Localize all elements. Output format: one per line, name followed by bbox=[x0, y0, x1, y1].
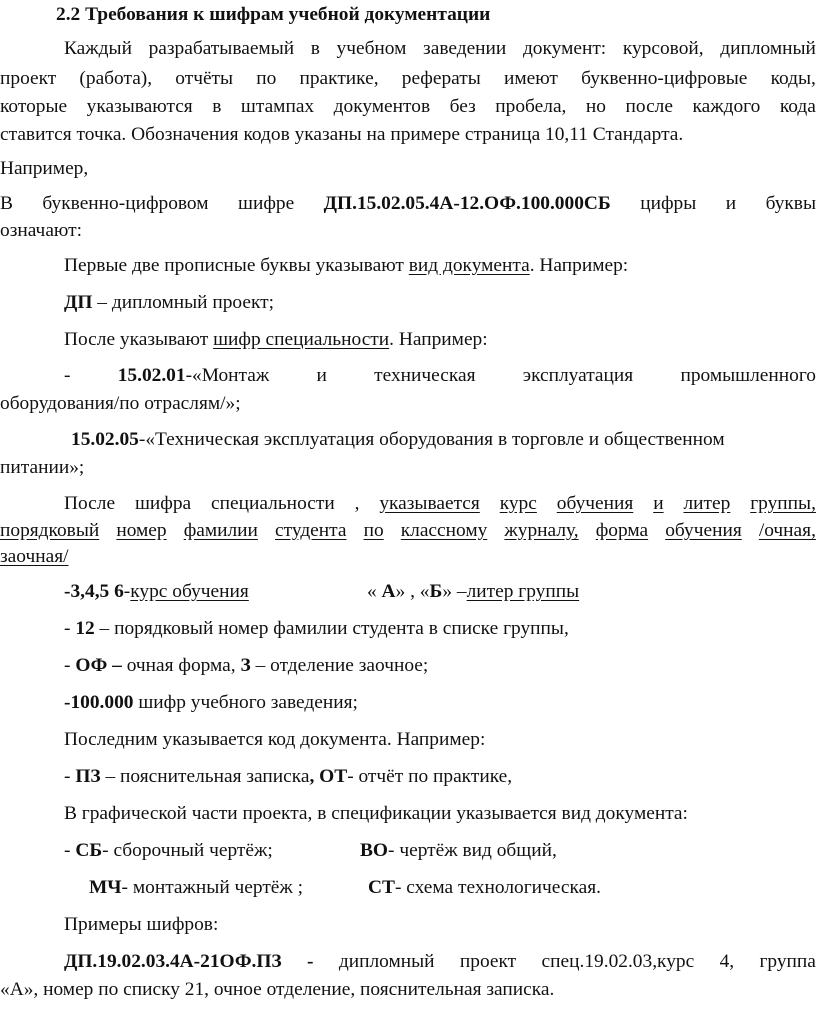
graphic-line: В графической части проекта, в спецификации указывается вид документа: bbox=[64, 803, 688, 824]
institution-line bbox=[64, 691, 358, 715]
cipher-intro-word: и bbox=[725, 193, 737, 214]
text: – пояснительная записка bbox=[100, 766, 310, 787]
word: отчёты bbox=[175, 68, 234, 89]
intro-line-3 bbox=[0, 95, 816, 119]
spec2-line bbox=[71, 428, 725, 452]
pz-code: ПЗ bbox=[75, 766, 101, 787]
st-code: СТ bbox=[368, 877, 395, 898]
cipher-intro-line bbox=[0, 192, 816, 216]
text: – дипломный проект; bbox=[92, 292, 274, 313]
example-line-2: «А», номер по списку 21, очное отделение, пояснительная записка. bbox=[0, 979, 555, 1000]
spec1-code: 15.02.01 bbox=[117, 365, 186, 386]
intro-line-2 bbox=[0, 67, 816, 91]
text: – отделение заочное; bbox=[250, 655, 429, 676]
word: в bbox=[212, 96, 222, 117]
word: штампах bbox=[240, 96, 315, 117]
spec-cipher-term: шифр специальности bbox=[213, 329, 390, 350]
word: Каждый bbox=[64, 38, 132, 59]
word: (работа), bbox=[79, 68, 153, 89]
examples-title: Примеры шифров: bbox=[64, 914, 219, 935]
word: обучения bbox=[665, 520, 742, 541]
word: классному bbox=[400, 520, 488, 541]
quote: « bbox=[367, 581, 382, 602]
intro-line-1 bbox=[0, 37, 816, 61]
word: курс bbox=[499, 493, 537, 514]
word: номер bbox=[116, 520, 167, 541]
word: практике, bbox=[299, 68, 379, 89]
spec2-line-2: питании»; bbox=[0, 457, 85, 478]
word: по bbox=[256, 68, 277, 89]
after-cipher-line bbox=[0, 492, 816, 516]
word: имеют bbox=[503, 68, 558, 89]
word: рефераты bbox=[401, 68, 481, 89]
word: эксплуатация bbox=[522, 365, 634, 386]
student-number-line bbox=[64, 617, 569, 641]
word: обучения bbox=[556, 493, 634, 514]
word: студента bbox=[275, 520, 347, 541]
word: специальности bbox=[211, 493, 335, 514]
of-code: ОФ – bbox=[75, 655, 122, 676]
word: разрабатываемый bbox=[148, 38, 295, 59]
word: заведении bbox=[423, 38, 507, 59]
word: проект bbox=[0, 68, 57, 89]
group-letters bbox=[367, 580, 579, 604]
text: - отчёт по практике, bbox=[347, 766, 513, 787]
text: -«Техническая эксплуатация оборудования в торговле и общественном bbox=[138, 429, 725, 450]
word: без bbox=[449, 96, 476, 117]
text: После указывают bbox=[64, 329, 214, 350]
quote: » – bbox=[442, 581, 467, 602]
word: и bbox=[316, 365, 327, 386]
group-label: литер группы bbox=[466, 581, 580, 602]
dp-code: ДП bbox=[64, 292, 93, 313]
cipher-intro-word: буквенно-цифровом bbox=[42, 193, 209, 214]
letter-b: Б bbox=[429, 581, 443, 602]
dash: - bbox=[64, 618, 76, 639]
word: проект bbox=[459, 951, 517, 972]
word: которые bbox=[0, 96, 68, 117]
word: по bbox=[363, 520, 384, 541]
word: указываются bbox=[86, 96, 193, 117]
word: группы, bbox=[750, 493, 816, 514]
word: указывается bbox=[379, 493, 480, 514]
after-cipher-line-2 bbox=[0, 519, 816, 543]
word: после bbox=[625, 96, 673, 117]
word: и bbox=[653, 493, 664, 514]
after-spec-line bbox=[64, 328, 488, 352]
mch-line bbox=[89, 876, 303, 900]
letter-a: А bbox=[381, 581, 396, 602]
st-line bbox=[368, 876, 601, 900]
dash: - bbox=[123, 581, 131, 602]
spec2-code: 15.02.05 bbox=[71, 429, 139, 450]
mch-code: МЧ bbox=[89, 877, 122, 898]
forms-line bbox=[64, 654, 428, 678]
dash: - bbox=[64, 840, 76, 861]
word: кода bbox=[779, 96, 816, 117]
text: . Например: bbox=[529, 255, 629, 276]
text: очная форма, bbox=[121, 655, 241, 676]
word: журналу, bbox=[504, 520, 579, 541]
last-code-line: Последним указывается код документа. Например: bbox=[64, 729, 486, 750]
word: документ: bbox=[522, 38, 607, 59]
word: промышленного bbox=[680, 365, 816, 386]
spec1-line-2: оборудования/по отраслям/»; bbox=[0, 393, 241, 414]
cipher-intro-line-2: означают: bbox=[0, 220, 83, 241]
text: Первые две прописные буквы указывают bbox=[64, 255, 409, 276]
word: коды, bbox=[770, 68, 816, 89]
ot-code: , ОТ bbox=[309, 766, 348, 787]
vo-code: ВО bbox=[360, 840, 389, 861]
spec1-line bbox=[0, 364, 816, 388]
dash: - bbox=[64, 655, 76, 676]
example-line bbox=[0, 950, 816, 974]
course-code: -3,4,5 6 bbox=[64, 581, 124, 602]
intro-line-4: ставится точка. Обозначения кодов указаны на примере страница 10,11 Стандарта. bbox=[0, 124, 684, 145]
word: в bbox=[310, 38, 320, 59]
word: шифра bbox=[134, 493, 192, 514]
for-example-text: Например, bbox=[0, 158, 89, 179]
vo-line bbox=[360, 839, 557, 863]
word: дипломный bbox=[338, 951, 435, 972]
text: – порядковый номер фамилии студента в списке группы, bbox=[94, 618, 569, 639]
text: шифр учебного заведения; bbox=[133, 692, 358, 713]
cipher-intro-pre: В bbox=[0, 193, 13, 214]
word: пробела, bbox=[495, 96, 567, 117]
word: документов bbox=[333, 96, 431, 117]
word: , bbox=[354, 493, 360, 514]
dash: - bbox=[64, 365, 71, 386]
sb-line bbox=[64, 839, 273, 863]
number-code: 12 bbox=[75, 618, 95, 639]
section-heading: 2.2 Требования к шифрам учебной документации bbox=[56, 4, 491, 25]
first-letters-line bbox=[64, 254, 628, 278]
text: - чертёж вид общий, bbox=[388, 840, 557, 861]
cipher-intro-word: цифры bbox=[640, 193, 697, 214]
cipher-intro-word: буквы bbox=[765, 193, 816, 214]
word: дипломный bbox=[720, 38, 816, 59]
word: порядковый bbox=[0, 520, 100, 541]
word: но bbox=[585, 96, 606, 117]
word: буквенно-цифровые bbox=[581, 68, 748, 89]
word: фамилии bbox=[183, 520, 258, 541]
dash: - bbox=[307, 951, 314, 972]
pz-line bbox=[64, 765, 512, 789]
word: -«Монтаж bbox=[185, 365, 270, 386]
text: . Например: bbox=[389, 329, 488, 350]
course-label: курс обучения bbox=[130, 581, 249, 602]
dash: - bbox=[64, 766, 76, 787]
text: - сборочный чертёж; bbox=[102, 840, 273, 861]
doc-type-term: вид документа bbox=[408, 255, 530, 276]
word: /очная, bbox=[758, 520, 816, 541]
word: группа bbox=[759, 951, 816, 972]
word: спец.19.02.03,курс bbox=[541, 951, 695, 972]
word: литер bbox=[683, 493, 731, 514]
word: После bbox=[64, 493, 116, 514]
sb-code: СБ bbox=[75, 840, 103, 861]
text: - монтажный чертёж ; bbox=[121, 877, 304, 898]
word: каждого bbox=[692, 96, 761, 117]
z-code: З bbox=[240, 655, 251, 676]
quote: » , « bbox=[395, 581, 430, 602]
cipher-intro-word: шифре bbox=[238, 193, 295, 214]
after-cipher-line-3: заочная/ bbox=[0, 546, 69, 567]
word: 4, bbox=[719, 951, 735, 972]
course-line bbox=[64, 580, 249, 604]
institution-code: -100.000 bbox=[64, 692, 134, 713]
cipher-code: ДП.15.02.05.4А-12.ОФ.100.000СБ bbox=[323, 193, 611, 214]
example-code: ДП.19.02.03.4А-21ОФ.ПЗ bbox=[64, 951, 282, 972]
dp-line bbox=[64, 291, 274, 315]
word: курсовой, bbox=[622, 38, 704, 59]
word: учебном bbox=[336, 38, 407, 59]
word: техническая bbox=[374, 365, 476, 386]
word: форма bbox=[595, 520, 649, 541]
text: - схема технологическая. bbox=[394, 877, 601, 898]
